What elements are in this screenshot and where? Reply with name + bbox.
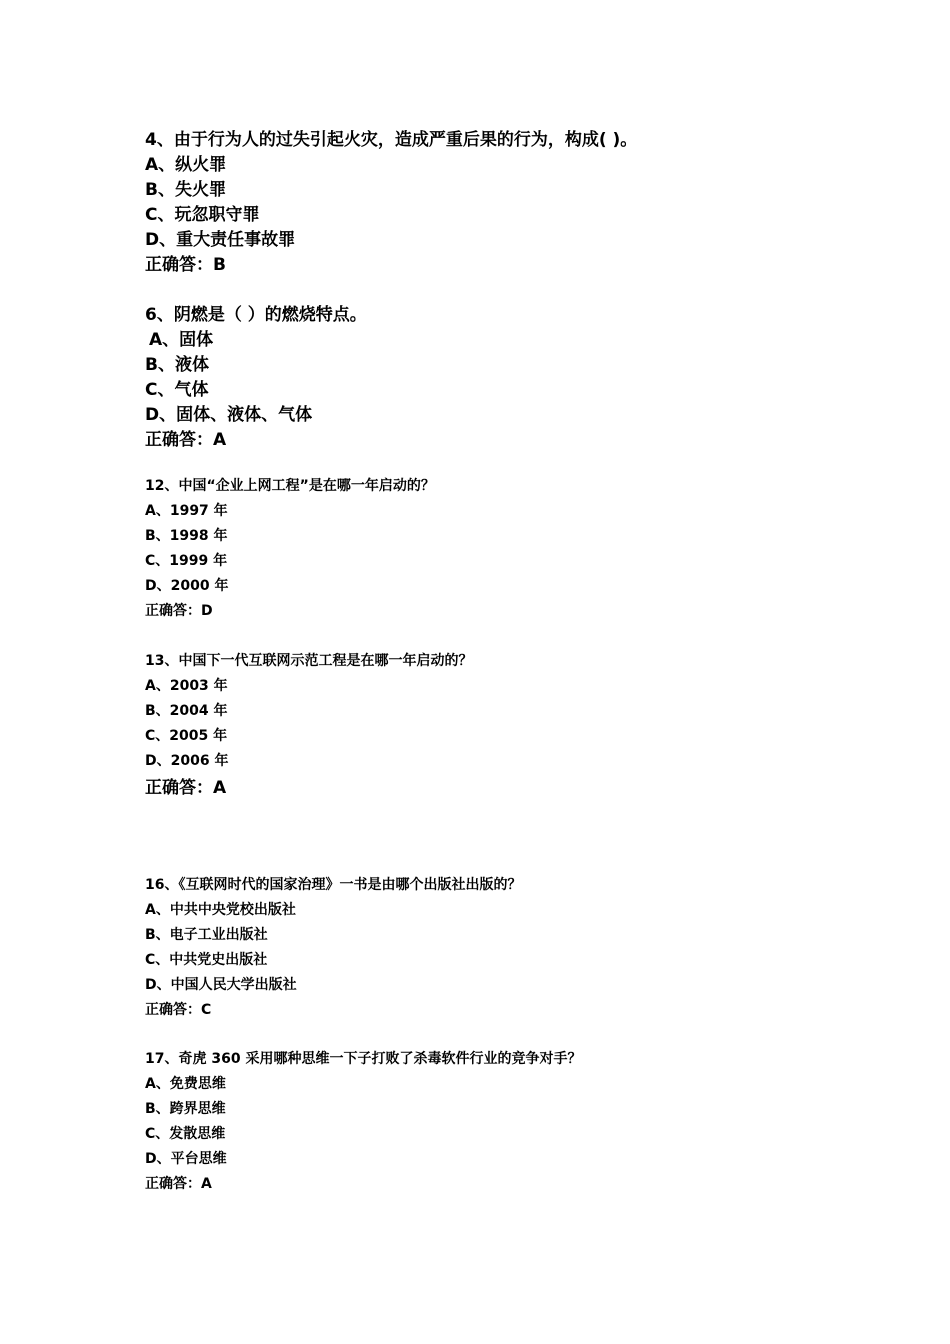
question-4-text: 4、由于行为人的过失引起火灾，造成严重后果的行为，构成( )。: [145, 130, 638, 150]
question-4-answer: 正确答：B: [145, 255, 226, 275]
question-6-text: 6、阴燃是（ ）的燃烧特点。: [145, 305, 367, 325]
question-12-option-a: A、1997 年: [145, 503, 228, 519]
question-13-text: 13、中国下一代互联网示范工程是在哪一年启动的？: [145, 653, 473, 669]
question-12-option-b: B、1998 年: [145, 528, 228, 544]
question-6-option-d: D、固体、液体、气体: [145, 405, 313, 425]
question-17-text: 17、奇虎 360 采用哪种思维一下子打败了杀毒软件行业的竞争对手？: [145, 1051, 582, 1067]
question-17-option-d: D、平台思维: [145, 1151, 227, 1167]
question-16-answer: 正确答：C: [145, 1002, 212, 1018]
question-13-option-d: D、2006 年: [145, 753, 229, 769]
question-16-option-a: A、中共中央党校出版社: [145, 902, 296, 918]
question-16-option-b: B、电子工业出版社: [145, 927, 268, 943]
question-12-option-d: D、2000 年: [145, 578, 229, 594]
question-17-option-b: B、跨界思维: [145, 1101, 226, 1117]
question-4-option-b: B、失火罪: [145, 180, 226, 200]
question-12-text: 12、中国“企业上网工程”是在哪一年启动的？: [145, 478, 435, 494]
question-13-option-b: B、2004 年: [145, 703, 228, 719]
question-16-option-c: C、中共党史出版社: [145, 952, 268, 968]
question-6-answer: 正确答：A: [145, 430, 227, 450]
question-13-option-c: C、2005 年: [145, 728, 228, 744]
question-6-option-b: B、液体: [145, 355, 209, 375]
question-4-option-a: A、纵火罪: [145, 155, 227, 175]
question-6-option-c: C、气体: [145, 380, 209, 400]
question-13-option-a: A、2003 年: [145, 678, 228, 694]
question-17-answer: 正确答：A: [145, 1176, 212, 1192]
question-6-option-a: A、固体: [149, 330, 214, 350]
question-12-option-c: C、1999 年: [145, 553, 228, 569]
question-4-option-c: C、玩忽职守罪: [145, 205, 260, 225]
question-12-answer: 正确答：D: [145, 603, 213, 619]
question-16-text: 16、《互联网时代的国家治理》一书是由哪个出版社出版的？: [145, 877, 522, 893]
question-17-option-c: C、发散思维: [145, 1126, 226, 1142]
question-4-option-d: D、重大责任事故罪: [145, 230, 296, 250]
question-16-option-d: D、中国人民大学出版社: [145, 977, 297, 993]
question-13-answer: 正确答：A: [145, 778, 227, 798]
question-17-option-a: A、免费思维: [145, 1076, 226, 1092]
